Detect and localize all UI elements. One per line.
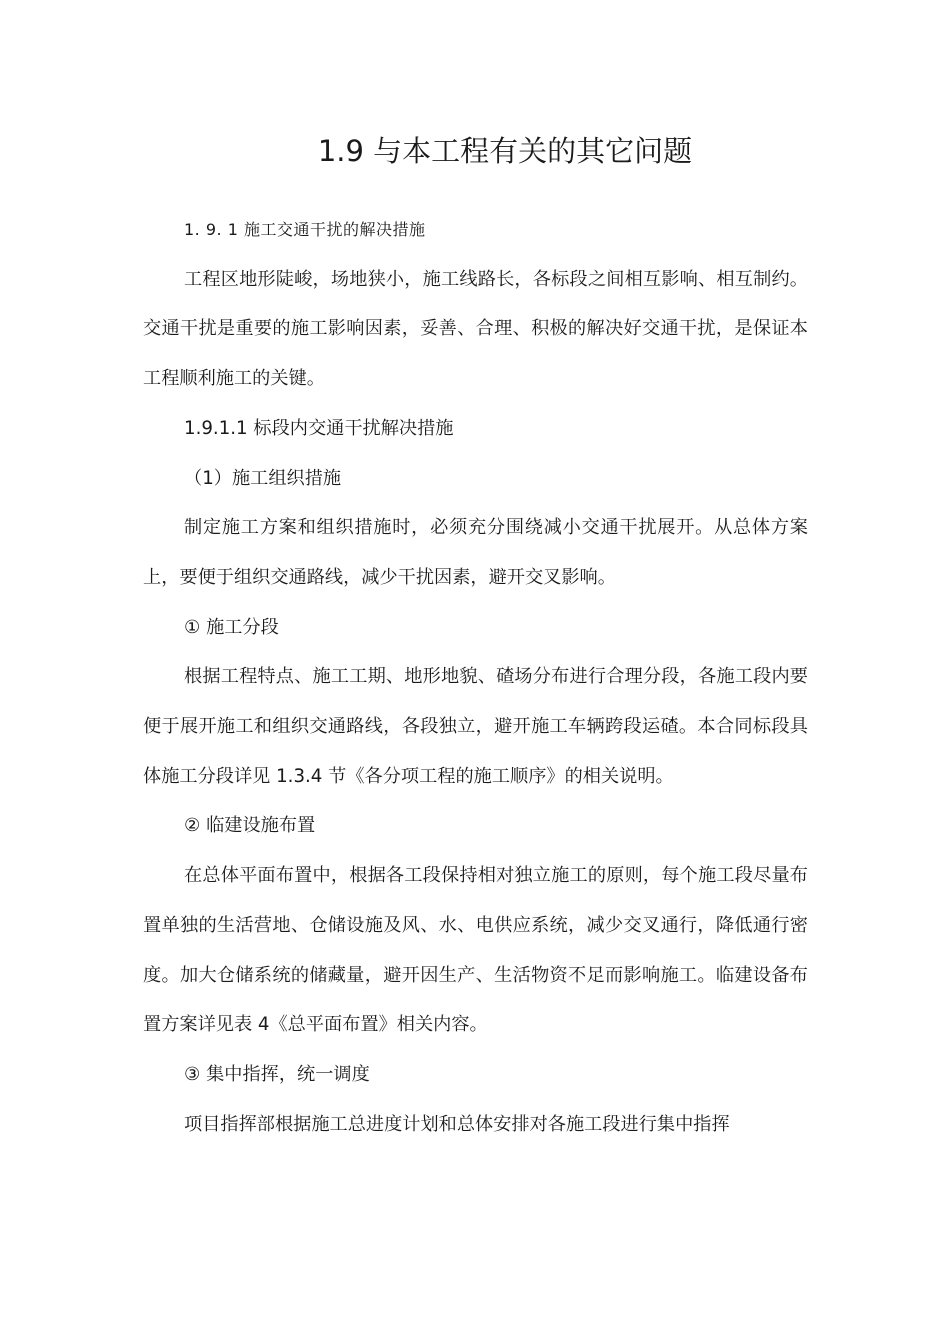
body-paragraph: 制定施工方案和组织措施时，必须充分围绕减小交通干扰展开。从总体方案上，要便于组织交通路线，减少干扰因素，避开交叉影响。 — [143, 517, 808, 588]
item-heading: ① 施工分段 — [184, 616, 279, 638]
subsection-heading: 1.9.1.1 标段内交通干扰解决措施 — [184, 417, 454, 439]
body-paragraph: 项目指挥部根据施工总进度计划和总体安排对各施工段进行集中指挥 — [184, 1113, 730, 1135]
subsection-heading: 1. 9. 1 施工交通干扰的解决措施 — [184, 220, 426, 239]
document-body — [143, 205, 808, 1149]
body-paragraph: 根据工程特点、施工工期、地形地貌、碴场分布进行合理分段，各施工段内要便于展开施工和组织交通路线，各段独立，避开施工车辆跨段运碴。本合同标段具体施工分段详见 1.3.4 节《各分项工程的施工顺序》的相关说明。 — [143, 666, 808, 787]
item-heading: （1）施工组织措施 — [184, 467, 342, 489]
item-heading: ③ 集中指挥，统一调度 — [184, 1063, 370, 1085]
body-paragraph: 在总体平面布置中，根据各工段保持相对独立施工的原则，每个施工段尽量布置单独的生活营地、仓储设施及风、水、电供应系统，减少交叉通行，降低通行密度。加大仓储系统的储藏量，避开因生产、生活物资不足而影响施工。临建设备布置方案详见表 4《总平面布置》相关内容。 — [143, 865, 808, 1036]
section-title: 1.9 与本工程有关的其它问题 — [317, 134, 693, 168]
item-heading: ② 临建设施布置 — [184, 815, 316, 837]
body-paragraph: 工程区地形陡峻，场地狭小，施工线路长，各标段之间相互影响、相互制约。交通干扰是重要的施工影响因素，妥善、合理、积极的解决好交通干扰，是保证本工程顺利施工的关键。 — [143, 268, 808, 390]
